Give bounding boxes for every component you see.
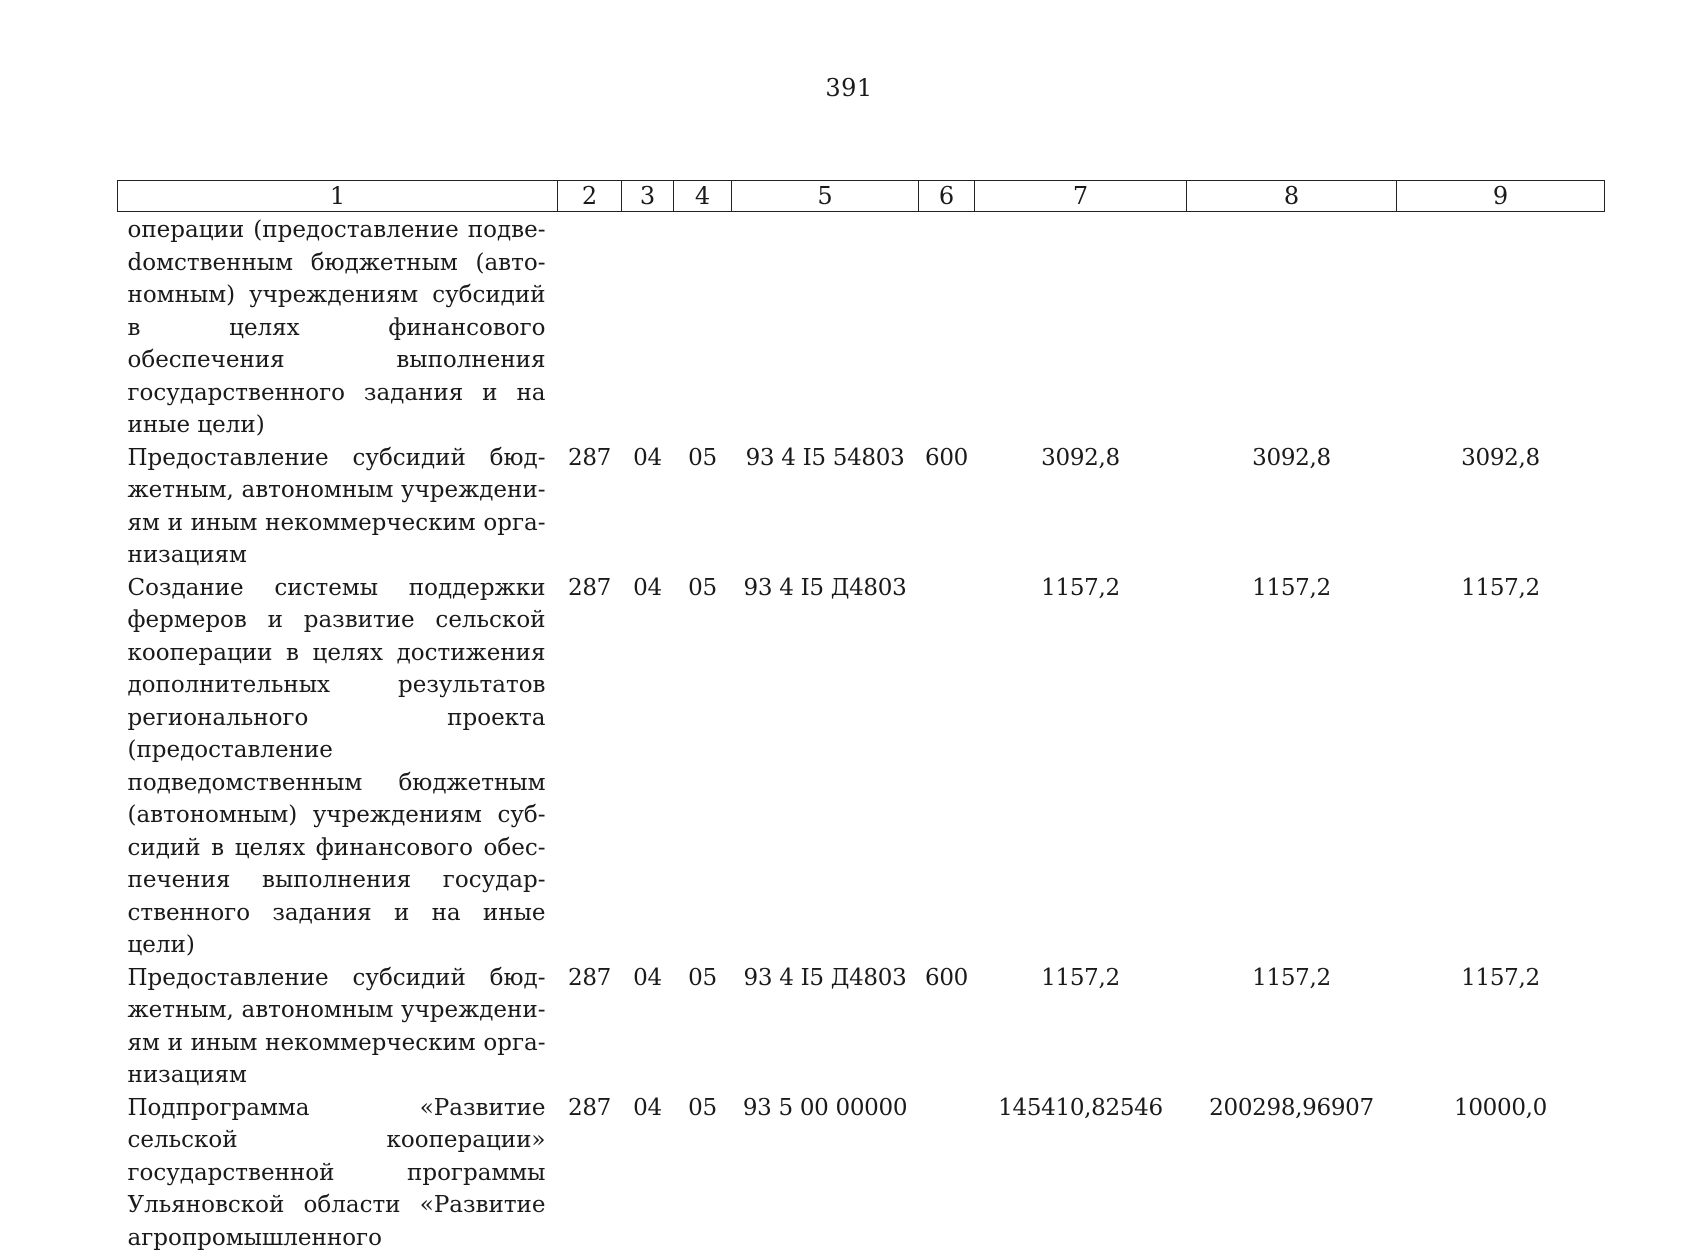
cell-expense-type bbox=[919, 572, 975, 962]
row-description: Предоставление субсидий бюджетным, автономным учреждениям и иным некоммерческим организациям bbox=[118, 962, 558, 1092]
row-description: Подпрограмма «Развитие сельской кооперации» государственной программы Ульяновской области «Развитие агропромышленного bbox=[118, 1092, 558, 1254]
column-header-1: 1 bbox=[118, 181, 558, 212]
column-header-3: 3 bbox=[622, 181, 674, 212]
row-description: Предоставление субсидий бюджетным, автономным учреждениям и иным некоммерческим организациям bbox=[118, 442, 558, 572]
cell-section: 04 bbox=[622, 572, 674, 962]
cell-amount-7: 145410,82546 bbox=[975, 1092, 1187, 1254]
cell-admin-code: 287 bbox=[558, 572, 622, 962]
row-description: операции (предоставление подвеdомственным бюджетным (автономным) учреждениям субсидий в целях финансового обеспечения выполнения государственного задания и на иные цели) bbox=[118, 212, 558, 442]
cell-amount-7: 1157,2 bbox=[975, 572, 1187, 962]
column-header-8: 8 bbox=[1187, 181, 1397, 212]
cell-amount-9: 3092,8 bbox=[1397, 442, 1605, 572]
cell-admin-code: 287 bbox=[558, 1092, 622, 1254]
cell-amount-8: 1157,2 bbox=[1187, 572, 1397, 962]
cell-section: 04 bbox=[622, 442, 674, 572]
table-row bbox=[118, 212, 1605, 442]
cell-expense-type: 600 bbox=[919, 442, 975, 572]
column-header-4: 4 bbox=[674, 181, 732, 212]
cell-amount-8: 200298,96907 bbox=[1187, 1092, 1397, 1254]
cell-target-article: 93 5 00 00000 bbox=[732, 1092, 919, 1254]
cell-subsection bbox=[674, 212, 732, 442]
cell-admin-code: 287 bbox=[558, 962, 622, 1092]
cell-section bbox=[622, 212, 674, 442]
cell-amount-8 bbox=[1187, 212, 1397, 442]
cell-target-article: 93 4 I5 Д4803 bbox=[732, 572, 919, 962]
table-row bbox=[118, 1092, 1605, 1254]
cell-amount-9 bbox=[1397, 212, 1605, 442]
cell-admin-code bbox=[558, 212, 622, 442]
cell-section: 04 bbox=[622, 1092, 674, 1254]
cell-amount-7: 3092,8 bbox=[975, 442, 1187, 572]
cell-amount-9: 1157,2 bbox=[1397, 962, 1605, 1092]
page-number: 391 bbox=[0, 74, 1698, 102]
budget-table bbox=[117, 180, 1605, 1254]
column-header-6: 6 bbox=[919, 181, 975, 212]
cell-section: 04 bbox=[622, 962, 674, 1092]
cell-target-article: 93 4 I5 Д4803 bbox=[732, 962, 919, 1092]
column-header-2: 2 bbox=[558, 181, 622, 212]
cell-subsection: 05 bbox=[674, 962, 732, 1092]
column-header-9: 9 bbox=[1397, 181, 1605, 212]
table-header-row bbox=[118, 181, 1605, 212]
cell-expense-type bbox=[919, 1092, 975, 1254]
cell-subsection: 05 bbox=[674, 572, 732, 962]
cell-admin-code: 287 bbox=[558, 442, 622, 572]
cell-subsection: 05 bbox=[674, 442, 732, 572]
cell-target-article: 93 4 I5 54803 bbox=[732, 442, 919, 572]
column-header-5: 5 bbox=[732, 181, 919, 212]
cell-amount-9: 1157,2 bbox=[1397, 572, 1605, 962]
table-row bbox=[118, 572, 1605, 962]
cell-expense-type bbox=[919, 212, 975, 442]
cell-amount-9: 10000,0 bbox=[1397, 1092, 1605, 1254]
cell-amount-7 bbox=[975, 212, 1187, 442]
cell-subsection: 05 bbox=[674, 1092, 732, 1254]
row-description: Создание системы поддержки фермеров и развитие сельской кооперации в целях достижения дополнительных результатов регионального проекта (предоставление подведомственным бюджетным (автономным) учреждениям субсидий в целях финансового обеспечения выполнения государственного задания и на иные цели) bbox=[118, 572, 558, 962]
table-row bbox=[118, 442, 1605, 572]
cell-amount-8: 1157,2 bbox=[1187, 962, 1397, 1092]
table-row bbox=[118, 962, 1605, 1092]
cell-target-article bbox=[732, 212, 919, 442]
column-header-7: 7 bbox=[975, 181, 1187, 212]
cell-amount-7: 1157,2 bbox=[975, 962, 1187, 1092]
cell-expense-type: 600 bbox=[919, 962, 975, 1092]
cell-amount-8: 3092,8 bbox=[1187, 442, 1397, 572]
